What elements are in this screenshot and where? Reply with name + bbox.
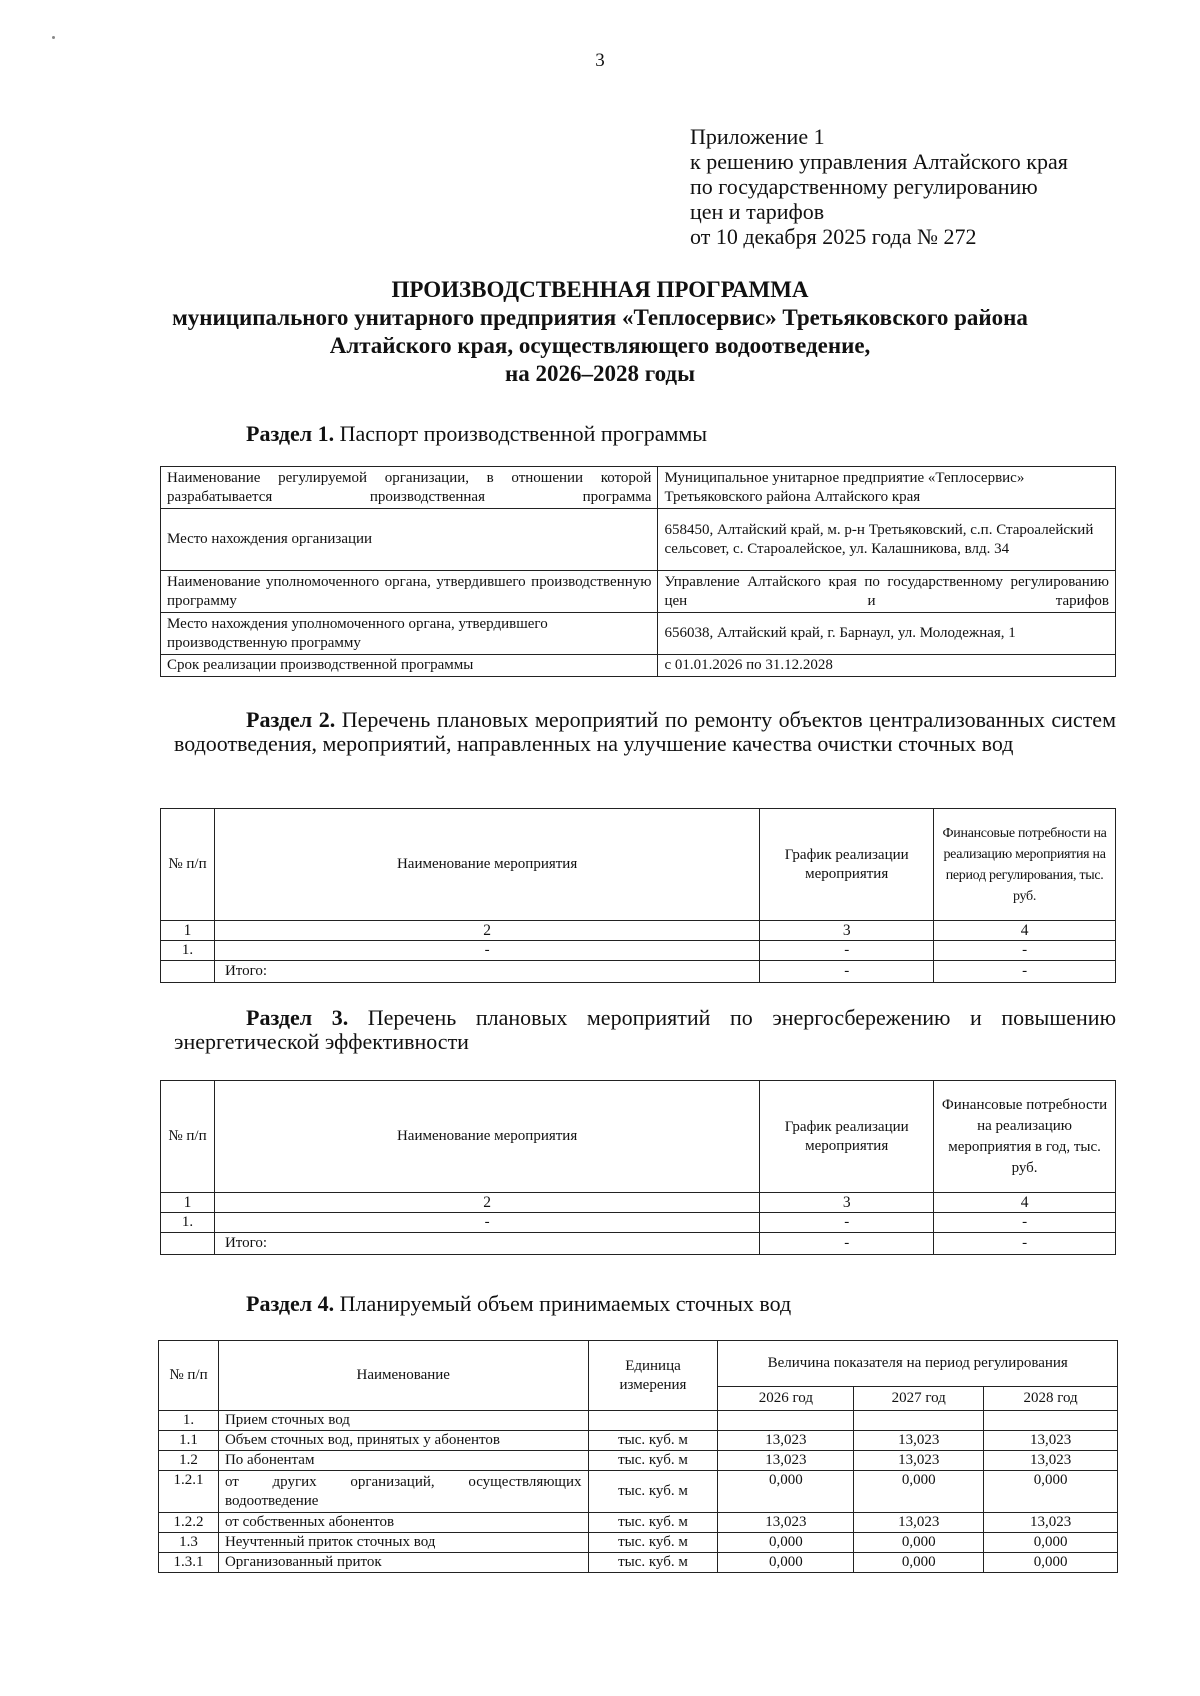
row-num: 1. [161, 1213, 215, 1233]
section3-heading [174, 1006, 1116, 1054]
section2-heading [174, 708, 1116, 756]
passport-name: Наименование уполномоченного органа, утвердившего производственную программу [161, 571, 658, 613]
section1-title: Паспорт производственной программы [334, 421, 708, 446]
row-unit: тыс. куб. м [588, 1471, 718, 1513]
appendix-line: цен и тарифов [690, 199, 825, 224]
table-row [159, 1411, 1118, 1431]
passport-name: Место нахождения организации [161, 509, 658, 571]
title-line: Алтайского края, осуществляющего водоотведение, [329, 333, 871, 358]
col-header-finance: Финансовые потребности на реализацию мероприятия на период регулирования, тыс. руб. [934, 809, 1116, 921]
col-number-row [161, 1193, 1116, 1213]
col-number: 1 [161, 1193, 215, 1213]
row-num: 1.3.1 [159, 1553, 219, 1573]
row-value-2026: 13,023 [718, 1513, 854, 1533]
total-finance: - [934, 961, 1116, 983]
row-value-2027: 0,000 [854, 1553, 984, 1573]
row-unit: тыс. куб. м [588, 1431, 718, 1451]
row-value-2028 [984, 1411, 1118, 1431]
col-header-period: Величина показателя на период регулирования [718, 1341, 1118, 1387]
row-num: 1.1 [159, 1431, 219, 1451]
row-value-2026: 0,000 [718, 1533, 854, 1553]
table-header-row [159, 1341, 1118, 1387]
total-finance: - [934, 1233, 1116, 1255]
total-num-cell [161, 1233, 215, 1255]
total-row [161, 961, 1116, 983]
row-num: 1. [161, 941, 215, 961]
appendix-line: к решению управления Алтайского края [690, 149, 1068, 174]
total-schedule: - [760, 961, 934, 983]
col-header-num: № п/п [161, 809, 215, 921]
row-value-2027 [854, 1411, 984, 1431]
col-number: 1 [161, 921, 215, 941]
row-value-2027: 13,023 [854, 1431, 984, 1451]
row-schedule: - [760, 1213, 934, 1233]
row-num: 1. [159, 1411, 219, 1431]
table-row [161, 571, 1116, 613]
row-unit: тыс. куб. м [588, 1513, 718, 1533]
table-header-row [161, 1081, 1116, 1193]
row-unit: тыс. куб. м [588, 1533, 718, 1553]
table-row [159, 1513, 1118, 1533]
col-header-schedule: График реализации мероприятия [760, 809, 934, 921]
passport-name: Наименование регулируемой организации, в отношении которой разрабатывается производственная программа [161, 467, 658, 509]
col-number: 4 [934, 921, 1116, 941]
row-num: 1.2 [159, 1451, 219, 1471]
row-unit: тыс. куб. м [588, 1553, 718, 1573]
row-value-2026: 0,000 [718, 1471, 854, 1513]
row-value-2027: 13,023 [854, 1513, 984, 1533]
row-name: Объем сточных вод, принятых у абонентов [218, 1431, 588, 1451]
col-header-num: № п/п [161, 1081, 215, 1193]
passport-value: Управление Алтайского края по государственному регулированию цен и тарифов [658, 571, 1116, 613]
row-value-2026: 0,000 [718, 1553, 854, 1573]
col-header-name: Наименование [218, 1341, 588, 1411]
passport-value: 658450, Алтайский край, м. р-н Третьяковский, с.п. Староалейский сельсовет, с. Староалейское, ул. Калашникова, влд. 34 [658, 509, 1116, 571]
appendix-line: Приложение 1 [690, 124, 825, 149]
passport-value: с 01.01.2026 по 31.12.2028 [658, 655, 1116, 677]
row-name: от других организаций, осуществляющих водоотведение [218, 1471, 588, 1513]
row-unit: тыс. куб. м [588, 1451, 718, 1471]
row-name: Организованный приток [218, 1553, 588, 1573]
row-num: 1.3 [159, 1533, 219, 1553]
col-header-name: Наименование мероприятия [214, 1081, 759, 1193]
section4-label: Раздел 4. [246, 1291, 335, 1316]
col-number: 3 [760, 921, 934, 941]
row-value-2028: 13,023 [984, 1431, 1118, 1451]
appendix-line: от 10 декабря 2025 года № 272 [690, 224, 977, 249]
scan-speck [52, 36, 55, 39]
table-row [159, 1431, 1118, 1451]
passport-value: Муниципальное унитарное предприятие «Теплосервис» Третьяковского района Алтайского края [658, 467, 1116, 509]
table-row [159, 1533, 1118, 1553]
section3-title: Перечень плановых мероприятий по энергосбережению и повышению энергетической эффективности [174, 1005, 1117, 1054]
row-name: от собственных абонентов [218, 1513, 588, 1533]
row-num: 1.2.2 [159, 1513, 219, 1533]
passport-name: Место нахождения уполномоченного органа, утвердившего производственную программу [161, 613, 658, 655]
row-value-2027: 0,000 [854, 1471, 984, 1513]
col-header-unit: Единица измерения [588, 1341, 718, 1411]
row-value-2028: 13,023 [984, 1451, 1118, 1471]
row-value-2027: 13,023 [854, 1451, 984, 1471]
col-header-year: 2027 год [854, 1387, 984, 1411]
col-number: 4 [934, 1193, 1116, 1213]
row-value-2026: 13,023 [718, 1451, 854, 1471]
title-line: ПРОИЗВОДСТВЕННАЯ ПРОГРАММА [391, 277, 809, 302]
section1-heading [246, 422, 707, 446]
col-number-row [161, 921, 1116, 941]
row-name: - [214, 1213, 759, 1233]
section4-title: Планируемый объем принимаемых сточных вод [334, 1291, 792, 1316]
row-name: - [214, 941, 759, 961]
table-row [161, 613, 1116, 655]
energy-measures-table [160, 1080, 1116, 1255]
page-number: 3 [595, 50, 605, 71]
appendix-line: по государственному регулированию [690, 174, 1038, 199]
table-row [159, 1471, 1118, 1513]
row-finance: - [934, 941, 1116, 961]
col-header-schedule: График реализации мероприятия [760, 1081, 934, 1193]
col-number: 2 [214, 921, 759, 941]
table-row [161, 941, 1116, 961]
table-row [161, 467, 1116, 509]
row-num: 1.2.1 [159, 1471, 219, 1513]
passport-name: Срок реализации производственной программы [161, 655, 658, 677]
table-row [159, 1451, 1118, 1471]
row-value-2028: 13,023 [984, 1513, 1118, 1533]
row-finance: - [934, 1213, 1116, 1233]
total-label: Итого: [214, 1233, 759, 1255]
document-title [120, 276, 1080, 388]
total-schedule: - [760, 1233, 934, 1255]
table-row [159, 1553, 1118, 1573]
row-value-2026 [718, 1411, 854, 1431]
title-line: на 2026–2028 годы [504, 361, 696, 386]
row-name: По абонентам [218, 1451, 588, 1471]
section2-label: Раздел 2. [246, 707, 336, 732]
table-header-row [161, 809, 1116, 921]
total-row [161, 1233, 1116, 1255]
row-value-2028: 0,000 [984, 1533, 1118, 1553]
col-header-year: 2026 год [718, 1387, 854, 1411]
section1-label: Раздел 1. [246, 421, 335, 446]
total-num-cell [161, 961, 215, 983]
repair-measures-table [160, 808, 1116, 983]
row-name: Прием сточных вод [218, 1411, 588, 1431]
row-value-2028: 0,000 [984, 1471, 1118, 1513]
passport-table [160, 466, 1116, 677]
total-label: Итого: [214, 961, 759, 983]
col-number: 3 [760, 1193, 934, 1213]
col-header-finance: Финансовые потребности на реализацию мероприятия в год, тыс. руб. [934, 1081, 1116, 1193]
col-header-name: Наименование мероприятия [214, 809, 759, 921]
row-schedule: - [760, 941, 934, 961]
section4-heading [246, 1292, 791, 1316]
wastewater-volume-table [158, 1340, 1118, 1573]
row-name: Неучтенный приток сточных вод [218, 1533, 588, 1553]
table-row [161, 1213, 1116, 1233]
table-row [161, 509, 1116, 571]
row-unit [588, 1411, 718, 1431]
col-number: 2 [214, 1193, 759, 1213]
section2-title: Перечень плановых мероприятий по ремонту объектов централизованных систем водоотведения, мероприятий, направленных на улучшение качества очистки сточных вод [174, 707, 1116, 756]
table-row [161, 655, 1116, 677]
passport-value: 656038, Алтайский край, г. Барнаул, ул. Молодежная, 1 [658, 613, 1116, 655]
col-header-num: № п/п [159, 1341, 219, 1411]
row-value-2026: 13,023 [718, 1431, 854, 1451]
title-line: муниципального унитарного предприятия «Теплосервис» Третьяковского района [172, 305, 1028, 330]
row-value-2027: 0,000 [854, 1533, 984, 1553]
section3-label: Раздел 3. [246, 1005, 349, 1030]
col-header-year: 2028 год [984, 1387, 1118, 1411]
appendix-block [690, 124, 1160, 249]
row-value-2028: 0,000 [984, 1553, 1118, 1573]
